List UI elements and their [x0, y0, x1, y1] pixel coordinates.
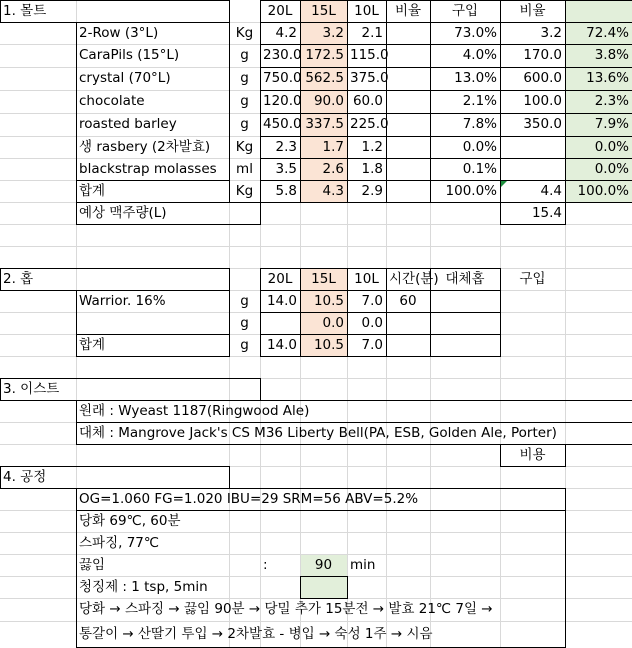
- border: [229, 0, 230, 23]
- purchase-ratio-cell[interactable]: 0.0%: [594, 161, 629, 177]
- ratio-cell[interactable]: 4.0%: [462, 47, 497, 63]
- expected-volume-value[interactable]: 15.4: [531, 205, 562, 221]
- yeast-original[interactable]: 원래 : Wyeast 1187(Ringwood Ale): [79, 403, 310, 419]
- border: [76, 356, 230, 357]
- value-10l[interactable]: 1.2: [361, 139, 383, 155]
- ingredient-name[interactable]: roasted barley: [79, 116, 177, 132]
- ingredient-name[interactable]: 2-Row (3°L): [79, 25, 159, 41]
- value-10l[interactable]: 7.0: [361, 293, 383, 309]
- column-header[interactable]: 비율: [394, 3, 422, 19]
- total-label[interactable]: 합계: [79, 183, 106, 199]
- expected-volume-label[interactable]: 예상 맥주량(L): [79, 205, 167, 221]
- column-header[interactable]: 10L: [354, 271, 379, 287]
- value-20l[interactable]: 4.2: [275, 25, 297, 41]
- purchase-ratio-cell[interactable]: 72.4%: [586, 25, 629, 41]
- border: [260, 356, 501, 357]
- clarifier[interactable]: 청징제 : 1 tsp, 5min: [79, 579, 208, 595]
- border: [565, 202, 566, 225]
- value-15l[interactable]: 90.0: [313, 93, 344, 109]
- column-header[interactable]: 20L: [267, 3, 293, 19]
- ratio-cell[interactable]: 2.1%: [462, 93, 497, 109]
- value-15l[interactable]: 3.2: [322, 25, 344, 41]
- hop-name[interactable]: Warrior. 16%: [79, 293, 166, 309]
- value-10l[interactable]: 2.1: [361, 25, 383, 41]
- purchase-ratio-cell[interactable]: 2.3%: [594, 93, 629, 109]
- value-10l[interactable]: 375.0: [350, 70, 389, 86]
- column-header[interactable]: 15L: [311, 271, 336, 287]
- boil-value[interactable]: 90: [314, 557, 333, 573]
- purchase-ratio-cell[interactable]: 0.0%: [594, 139, 629, 155]
- border: [260, 202, 632, 203]
- border: [76, 224, 261, 225]
- value-20l[interactable]: 14.0: [266, 293, 297, 309]
- total-15l[interactable]: 4.3: [322, 183, 344, 199]
- total-ratio[interactable]: 100.0%: [445, 183, 497, 199]
- sparge-step[interactable]: 스파징, 77℃: [79, 535, 160, 551]
- column-header[interactable]: 시간(분): [389, 271, 439, 287]
- purchase-cell[interactable]: [500, 158, 565, 180]
- value-10l[interactable]: 1.8: [361, 161, 383, 177]
- column-header[interactable]: 20L: [267, 271, 293, 287]
- comment-marker-icon[interactable]: [501, 181, 507, 187]
- ingredient-name[interactable]: chocolate: [79, 93, 145, 109]
- value-15l[interactable]: 10.5: [313, 293, 344, 309]
- boil-colon[interactable]: :: [263, 557, 268, 573]
- column-header[interactable]: 15L: [311, 3, 336, 19]
- process-steps-line1[interactable]: 당화 → 스파징 → 끓임 90분 → 당밀 추가 15분전 → 발효 21℃ 7일 →: [79, 601, 493, 617]
- boil-unit[interactable]: min: [350, 557, 376, 573]
- value-20l[interactable]: 120.0: [263, 93, 302, 109]
- ingredient-name[interactable]: blackstrap molasses: [79, 161, 217, 177]
- value-15l[interactable]: 337.5: [305, 116, 344, 132]
- yeast-substitute[interactable]: 대체 : Mangrove Jack's CS M36 Liberty Bell(PA, ESB, Golden Ale, Porter): [79, 425, 557, 441]
- purchase-cell[interactable]: [500, 136, 565, 158]
- value-20l[interactable]: 230.0: [263, 47, 302, 63]
- unit-cell[interactable]: g: [240, 337, 249, 353]
- ratio-cell[interactable]: 7.8%: [462, 116, 497, 132]
- column-header[interactable]: 대체홉: [445, 271, 485, 287]
- value-10l[interactable]: 0.0: [361, 315, 383, 331]
- value-15l[interactable]: 0.0: [322, 315, 344, 331]
- value-20l[interactable]: 2.3: [275, 139, 297, 155]
- value-10l[interactable]: 225.0: [350, 116, 389, 132]
- total-10l[interactable]: 2.9: [361, 183, 383, 199]
- unit-cell[interactable]: g: [240, 93, 249, 109]
- border: [500, 466, 566, 467]
- column-header[interactable]: 구입: [451, 3, 479, 19]
- value-20l[interactable]: 450.0: [263, 116, 302, 132]
- purchase-ratio-cell[interactable]: 7.9%: [594, 116, 629, 132]
- column-header[interactable]: 구입: [519, 271, 546, 287]
- total-10l[interactable]: 7.0: [361, 337, 383, 353]
- value-20l[interactable]: 3.5: [275, 161, 297, 177]
- boil-time[interactable]: 60: [399, 293, 417, 309]
- unit-cell[interactable]: g: [240, 315, 249, 331]
- section-title-yeast[interactable]: 3. 이스트: [3, 381, 60, 397]
- column-header[interactable]: 10L: [354, 3, 379, 19]
- purchase-ratio-cell[interactable]: 3.8%: [594, 47, 629, 63]
- unit-cell[interactable]: g: [240, 47, 249, 63]
- value-15l[interactable]: 1.7: [322, 139, 344, 155]
- border: [565, 444, 566, 467]
- border: [229, 466, 230, 489]
- process-steps-line2[interactable]: 통갈이 → 산딸기 투입 → 2차발효 - 병입 → 숙성 1주 → 시음: [79, 626, 433, 642]
- border: [229, 268, 230, 291]
- boil-time[interactable]: [386, 312, 430, 334]
- value-15l[interactable]: 562.5: [305, 70, 344, 86]
- cost-label[interactable]: 비용: [519, 447, 546, 463]
- border: [260, 378, 261, 401]
- ratio-cell[interactable]: 0.1%: [462, 161, 497, 177]
- unit-cell[interactable]: Kg: [235, 183, 254, 199]
- purchase-cell[interactable]: 3.2: [540, 25, 562, 41]
- ingredient-name[interactable]: 생 rasbery (2차발효): [79, 139, 211, 155]
- border: [500, 224, 566, 225]
- total-purchase-ratio[interactable]: 100.0%: [577, 183, 629, 199]
- purchase-ratio-cell[interactable]: 13.6%: [586, 70, 629, 86]
- purchase-cell[interactable]: 170.0: [523, 47, 562, 63]
- value-20l[interactable]: 750.0: [263, 70, 302, 86]
- section-title-process[interactable]: 4. 공정: [3, 469, 47, 485]
- gravity-stats[interactable]: OG=1.060 FG=1.020 IBU=29 SRM=56 ABV=5.2%: [79, 491, 419, 507]
- hop-name[interactable]: [76, 312, 229, 334]
- value-10l[interactable]: 60.0: [352, 93, 383, 109]
- unit-cell[interactable]: Kg: [235, 139, 254, 155]
- value-15l[interactable]: 172.5: [305, 47, 344, 63]
- total-purchase[interactable]: 4.4: [540, 183, 562, 199]
- unit-cell[interactable]: ml: [236, 161, 253, 177]
- border: [260, 202, 261, 225]
- boil-label[interactable]: 끓임: [79, 557, 106, 573]
- value-10l[interactable]: 115.0: [350, 47, 389, 63]
- purchase-cell[interactable]: 350.0: [523, 116, 562, 132]
- value-20l[interactable]: [260, 312, 300, 334]
- purchase-cell[interactable]: 100.0: [523, 93, 562, 109]
- total-20l[interactable]: 14.0: [266, 337, 297, 353]
- total-label[interactable]: 합계: [79, 337, 106, 353]
- unit-cell[interactable]: Kg: [235, 25, 254, 41]
- gridline: [0, 246, 632, 247]
- total-20l[interactable]: 5.8: [275, 183, 297, 199]
- column-header[interactable]: 비율: [519, 3, 546, 19]
- section-title-hop[interactable]: 2. 홉: [3, 271, 34, 287]
- ratio-cell[interactable]: 73.0%: [454, 25, 497, 41]
- purchase-cell[interactable]: 600.0: [523, 70, 562, 86]
- unit-cell[interactable]: g: [240, 70, 249, 86]
- section-title-malt[interactable]: 1. 몰트: [3, 3, 47, 19]
- ingredient-name[interactable]: crystal (70°L): [79, 70, 171, 86]
- ingredient-name[interactable]: CaraPils (15°L): [79, 47, 180, 63]
- ratio-cell[interactable]: 0.0%: [462, 139, 497, 155]
- mash-step[interactable]: 당화 69℃, 60분: [79, 513, 181, 529]
- ratio-cell[interactable]: 13.0%: [454, 70, 497, 86]
- total-15l[interactable]: 10.5: [313, 337, 344, 353]
- unit-cell[interactable]: g: [240, 293, 249, 309]
- unit-cell[interactable]: g: [240, 116, 249, 132]
- value-15l[interactable]: 2.6: [322, 161, 344, 177]
